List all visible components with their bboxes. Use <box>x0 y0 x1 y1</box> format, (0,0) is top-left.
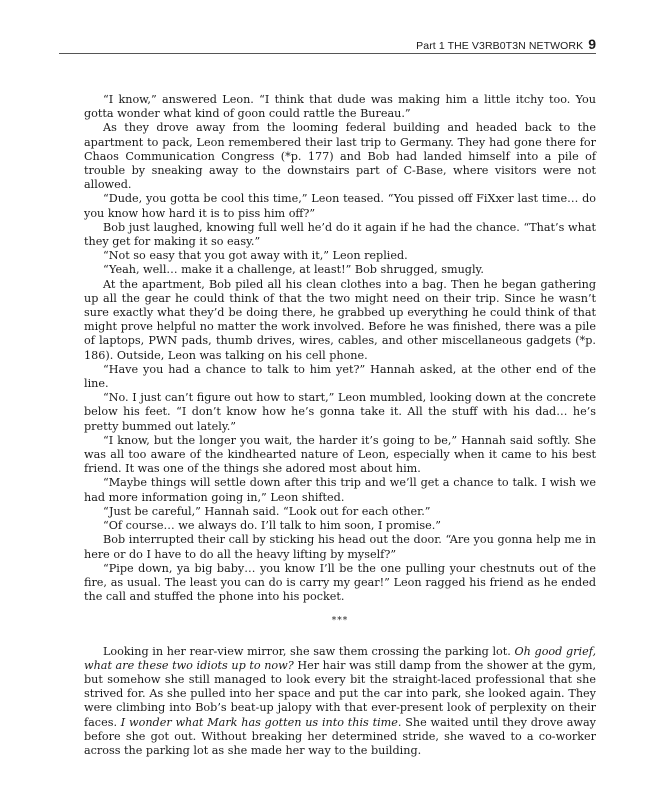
paragraph: “Just be careful,” Hannah said. “Look out for each other.” <box>103 504 431 518</box>
paragraph: As they drove away from the looming federal building and headed back to the apartment to pack, Leon remembered their last trip to Germany. They had gone there for Chaos Communication Congress (*p. 177) and Bob had landed himself into a pile of trouble by sneaking away to the downstairs part of C-Base, where visitors were not allowed. <box>84 121 596 192</box>
header-rule <box>59 53 596 54</box>
paragraph: “Have you had a chance to talk to him yet?” Hannah asked, at the other end of the line. <box>84 362 596 391</box>
paragraph: At the apartment, Bob piled all his clean clothes into a bag. Then he began gathering up all the gear he could think of that the two might need on their trip. Since he wasn’t sure exactly what they’d be doing there, he grabbed up everything he could think of that might prove helpful no matter the work involved. Before he was finished, there was a pile of laptops, PWN pads, thumb drives, wires, cables, and other miscellaneous gadgets (*p. 186). Outside, Leon was talking on his cell phone. <box>84 277 596 362</box>
paragraph: Bob interrupted their call by sticking his head out the door. “Are you gonna help me in here or do I have to do all the heavy lifting by myself?” <box>84 533 596 561</box>
paragraph: Bob just laughed, knowing full well he’d do it again if he had the chance. “That’s what they get for making it so easy.” <box>84 220 596 249</box>
final-paragraph <box>84 645 596 759</box>
running-header <box>59 36 596 52</box>
paragraph: “I know,” answered Leon. “I think that dude was making him a little itchy too. You gotta wonder what kind of goon could rattle the Bureau.” <box>84 93 596 121</box>
paragraph: “Yeah, well… make it a challenge, at least!” Bob shrugged, smugly. <box>103 263 484 277</box>
paragraph: “Pipe down, ya big baby… you know I’ll be the one pulling your chestnuts out of the fire, as usual. The least you can do is carry my gear!” Leon ragged his friend as he ended the call and stuffed the phone into his pocket. <box>84 561 596 604</box>
text-run: She waited until they drove away before she got out. Without breaking her determined stride, she waved to a co-worker across the parking lot as she made her way to the building. <box>84 715 596 757</box>
body-text <box>84 93 596 758</box>
paragraph: “Of course… we always do. I’ll talk to him soon, I promise.” <box>103 519 442 533</box>
paragraph: “Maybe things will settle down after this trip and we’ll get a chance to talk. I wish we had more information going in,” Leon shifted. <box>84 476 596 504</box>
paragraph: “No. I just can’t figure out how to start,” Leon mumbled, looking down at the concrete below his feet. “I don’t know how he’s gonna take it. All the stuff with his dad… he’s pretty bummed out lately.” <box>84 391 596 433</box>
text-run: Looking in her rear-view mirror, she saw them crossing the parking lot. <box>103 644 515 658</box>
italic-thought: I wonder what Mark has gotten us into this time. <box>120 715 402 729</box>
page-number: 9 <box>588 36 596 52</box>
paragraph: “Not so easy that you got away with it,” Leon replied. <box>103 249 408 263</box>
part-title: Part 1 THE V3RB0T3N NETWORK <box>416 40 584 52</box>
paragraph: “I know, but the longer you wait, the harder it’s going to be,” Hannah said softly. She was all too aware of the kindhearted nature of Leon, especially when it came to his best friend. It was one of the things she adored most about him. <box>84 433 596 476</box>
paragraph: “Dude, you gotta be cool this time,” Leon teased. “You pissed off FiXxer last time… do you know how hard it is to piss him off?” <box>84 192 596 220</box>
section-break: *** <box>331 616 349 627</box>
italic-thought: Oh good grief, what are these two idiots up to now? <box>84 644 596 672</box>
text-run: Her hair was still damp from the shower at the gym, but somehow she still managed to look every bit the straight-laced professional that she strived for. As she pulled into her space and put the car into park, she looked again. They were climbing into Bob’s beat-up jalopy with that ever-present look of perplexity on their faces. <box>84 658 597 729</box>
